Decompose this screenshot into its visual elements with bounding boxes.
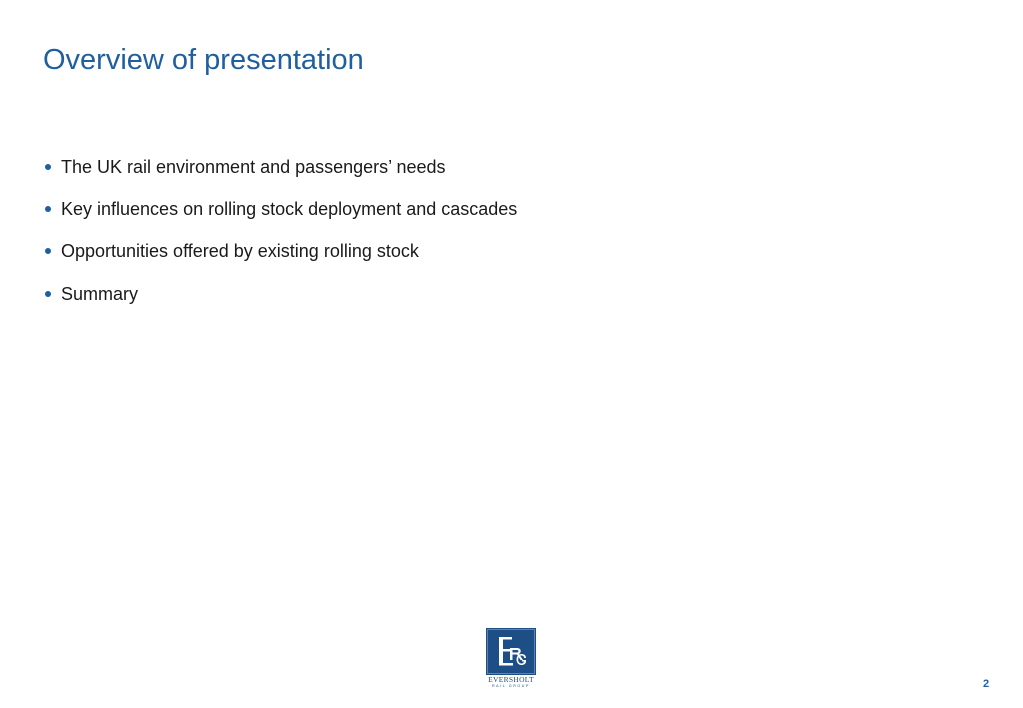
logo-subtitle: RAIL GROUP	[491, 684, 531, 688]
bullet-list	[42, 154, 517, 323]
bullet-item	[42, 238, 517, 264]
bullet-text: Key influences on rolling stock deployment and cascades	[61, 198, 518, 219]
bullet-dot-icon	[45, 291, 51, 297]
bullet-dot-icon	[45, 164, 51, 170]
slide-title: Overview of presentation	[43, 44, 364, 76]
bullet-dot-icon	[45, 206, 51, 212]
bullet-text: The UK rail environment and passengers’ needs	[61, 156, 446, 177]
monogram-graphic	[486, 628, 536, 675]
bullet-item	[42, 154, 517, 180]
bullet-text: Summary	[61, 283, 139, 304]
bullet-item	[42, 281, 517, 307]
eversholt-logo	[486, 628, 536, 690]
bullet-item	[42, 196, 517, 222]
bullet-dot-icon	[45, 248, 51, 254]
bullet-text: Opportunities offered by existing rolling stock	[61, 240, 419, 261]
logo-name: EVERSHOLT	[488, 675, 534, 684]
logo-monogram-icon	[486, 628, 536, 675]
page-number: 2	[983, 678, 990, 690]
